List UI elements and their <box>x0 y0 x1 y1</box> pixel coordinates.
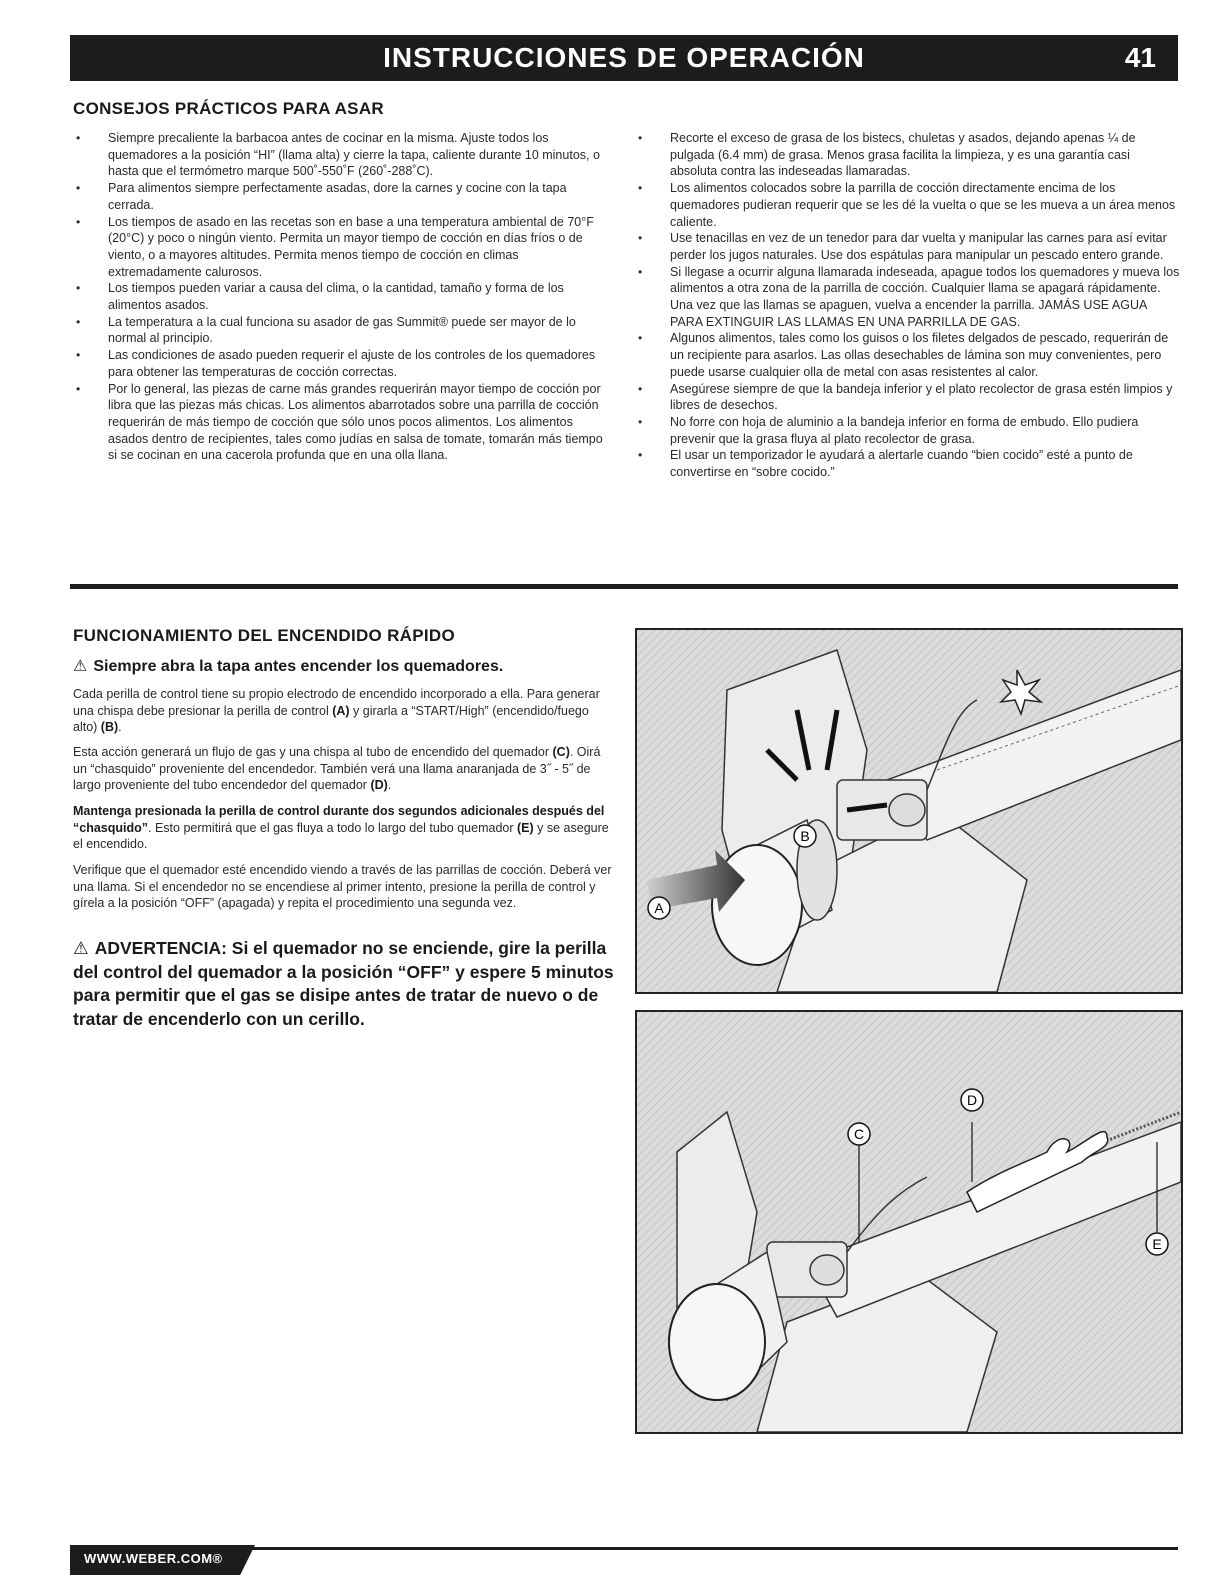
callout-a-label: A <box>654 900 664 916</box>
paragraph-4: Verifique que el quemador esté encendido viendo a través de las parrillas de cocción. Deberá ver una llama. Si el encendedor no se encendiese al primer intento, presione la perilla de control y gírela a la posición “OFF” (apagada) y repita el procedimiento una segunda vez. <box>73 863 612 911</box>
p1-text-e: . <box>118 720 122 735</box>
header-bar <box>70 35 1178 81</box>
tip-item: • Los alimentos colocados sobre la parrilla de cocción directamente encima de los quemadores pudieran requerir que se les dé la vuelta o que se les mueva a un área menos caliente. <box>635 180 1180 230</box>
figure-knob-ignition <box>635 628 1183 994</box>
footer-url[interactable]: WWW.WEBER.COM® <box>84 1551 223 1566</box>
tip-item: • Asegúrese siempre de que la bandeja inferior y el plato recolector de grasa estén limpios y libres de desechos. <box>635 381 1180 414</box>
open-lid-warning-text: Siempre abra la tapa antes encender los quemadores. <box>93 658 504 675</box>
page-number: 41 <box>1124 42 1156 73</box>
p2-ref-c: (C) <box>552 745 570 759</box>
callout-e-label: E <box>1152 1236 1162 1252</box>
paragraph-1 <box>73 686 613 736</box>
p1-text-c: y girarla a “START/High” (encendido/fuego alto) <box>73 703 589 735</box>
figure-burner-drawing <box>637 1012 1181 1432</box>
paragraph-2 <box>73 744 613 794</box>
p2-text-a: Esta acción generará un flujo de gas y una chispa al tubo de encendido del quemador <box>73 745 553 759</box>
tip-item: • Algunos alimentos, tales como los guisos o los filetes delgados de pescado, requerirán de un recipiente para asarlos. Las ollas desechables de lámina son muy convenientes, pero puede usarse cualquier olla de metal con asas resistentes al calor. <box>635 330 1180 380</box>
tip-item: • Los tiempos de asado en las recetas son en base a una temperatura ambiental de 70°F (20°C) y poco o ningún viento. Permita un mayor tiempo de cocción en días fríos o de viento, o a mayores altitudes. Permita menos tiempo de cocción en climas extremadamente calurosos. <box>73 214 613 281</box>
callout-b-label: B <box>800 828 810 844</box>
page-title: INSTRUCCIONES DE OPERACIÓN <box>383 42 865 73</box>
tip-item: • Por lo general, las piezas de carne más grandes requerirán mayor tiempo de cocción por libra que las piezas más chicas. Los alimentos abarrotados sobre una parrilla de cocción requerirán de más tiempo de cocción que sólo unos pocos alimentos. Los alimentos asados dentro de recipientes, tales como judías en salsa de tomate, tomarán más tiempo si se cocinan en una cacerola profunda que en una olla llana. <box>73 381 613 465</box>
tip-item: • Recorte el exceso de grasa de los bistecs, chuletas y asados, dejando apenas ¼ de pulgada (6.4 mm) de grasa. Menos grasa facilita la limpieza, y es una garantía casi absoluta contra las indeseadas llamaradas. <box>635 130 1180 180</box>
open-lid-warning <box>73 656 613 676</box>
p2-text-e: . <box>387 778 392 793</box>
figure-burner-flame <box>635 1010 1183 1434</box>
section-divider <box>70 584 1178 589</box>
figure-knob-drawing <box>637 630 1181 992</box>
p3-bold-text: Mantenga presionada la perilla de control durante dos segundos adicionales después del “chasquido” <box>73 804 605 835</box>
advertencia-warning <box>73 937 618 1031</box>
tip-item: • El usar un temporizador le ayudará a alertarle cuando “bien cocido” esté a punto de convertirse en “sobre cocido.” <box>635 447 1180 480</box>
tip-item: • Use tenacillas en vez de un tenedor para dar vuelta y manipular las carnes para así evitar perder los jugos naturales. Use dos espátulas para manipular un pescado entero grande. <box>635 230 1180 263</box>
paragraph-3 <box>73 803 613 853</box>
tip-item: • No forre con hoja de aluminio a la bandeja inferior en forma de embudo. Ello pudiera prevenir que la grasa fluya al plato recolector de grasa. <box>635 414 1180 447</box>
tip-item: • Siempre precaliente la barbacoa antes de cocinar en la misma. Ajuste todos los quemadores a la posición “HI” (llama alta) y cierre la tapa, caliente durante 10 minutos, o hasta que el termómetro marque 500˚-550˚F (260˚-288˚C). <box>73 130 613 180</box>
tips-list-right <box>635 130 1180 481</box>
tips-list-left <box>73 130 613 464</box>
p3-ref-e: (E) <box>517 820 534 835</box>
callout-d-label: D <box>966 1092 978 1108</box>
p1-text-a: Cada perilla de control tiene su propio electrodo de encendido incorporado a ella. Para generar una chispa debe presionar la perilla de control <box>73 687 600 718</box>
ignition-title: FUNCIONAMIENTO DEL ENCENDIDO RÁPIDO <box>73 626 456 645</box>
tip-item: • Para alimentos siempre perfectamente asadas, dore la carnes y cocine con la tapa cerrada. <box>73 180 613 213</box>
tip-item: • Las condiciones de asado pueden requerir el ajuste de los controles de los quemadores para obtener las temperaturas de cocción correctas. <box>73 347 613 380</box>
p3-text-d: y se asegure el encendido. <box>73 820 609 852</box>
tip-item: • Los tiempos pueden variar a causa del clima, o la cantidad, tamaño y forma de los alimentos asados. <box>73 280 613 313</box>
tip-item: • Si llegase a ocurrir alguna llamarada indeseada, apague todos los quemadores y mueva los alimentos a otra zona de la parrilla de cocción. Cualquier llama se apagará rápidamente. Una vez que las llamas se apaguen, vuelva a encender la parrilla. JAMÁS USE AGUA PARA EXTINGUIR LAS LLAMAS EN UNA PARRILLA DE GAS. <box>635 264 1180 331</box>
warning-triangle-icon: ⚠ <box>73 658 88 675</box>
callout-c-label: C <box>853 1126 865 1142</box>
p1-ref-a: (A) <box>332 703 350 718</box>
tips-title: CONSEJOS PRÁCTICOS PARA ASAR <box>73 99 384 118</box>
tip-item: • La temperatura a la cual funciona su asador de gas Summit® puede ser mayor de lo normal al principio. <box>73 314 613 347</box>
warning-triangle-icon: ⚠ <box>73 938 89 958</box>
p2-text-c: . Oirá un “chasquido” proveniente del encendedor. También verá una llama anaranjada de 3˝ - 5˝ de largo proveniente del tubo encendedor del quemador <box>73 745 601 793</box>
advertencia-text: ADVERTENCIA: Si el quemador no se enciende, gire la perilla del control del quemador a la posición “OFF” y espere 5 minutos para permitir que el gas se disipe antes de tratar de nuevo o de tratar de encenderlo con un cerillo. <box>73 938 614 1029</box>
p1-ref-b: (B) <box>100 720 119 735</box>
p3-text-b: . Esto permitirá que el gas fluya a todo lo largo del tubo quemador <box>148 820 517 835</box>
p2-ref-d: (D) <box>370 778 388 793</box>
